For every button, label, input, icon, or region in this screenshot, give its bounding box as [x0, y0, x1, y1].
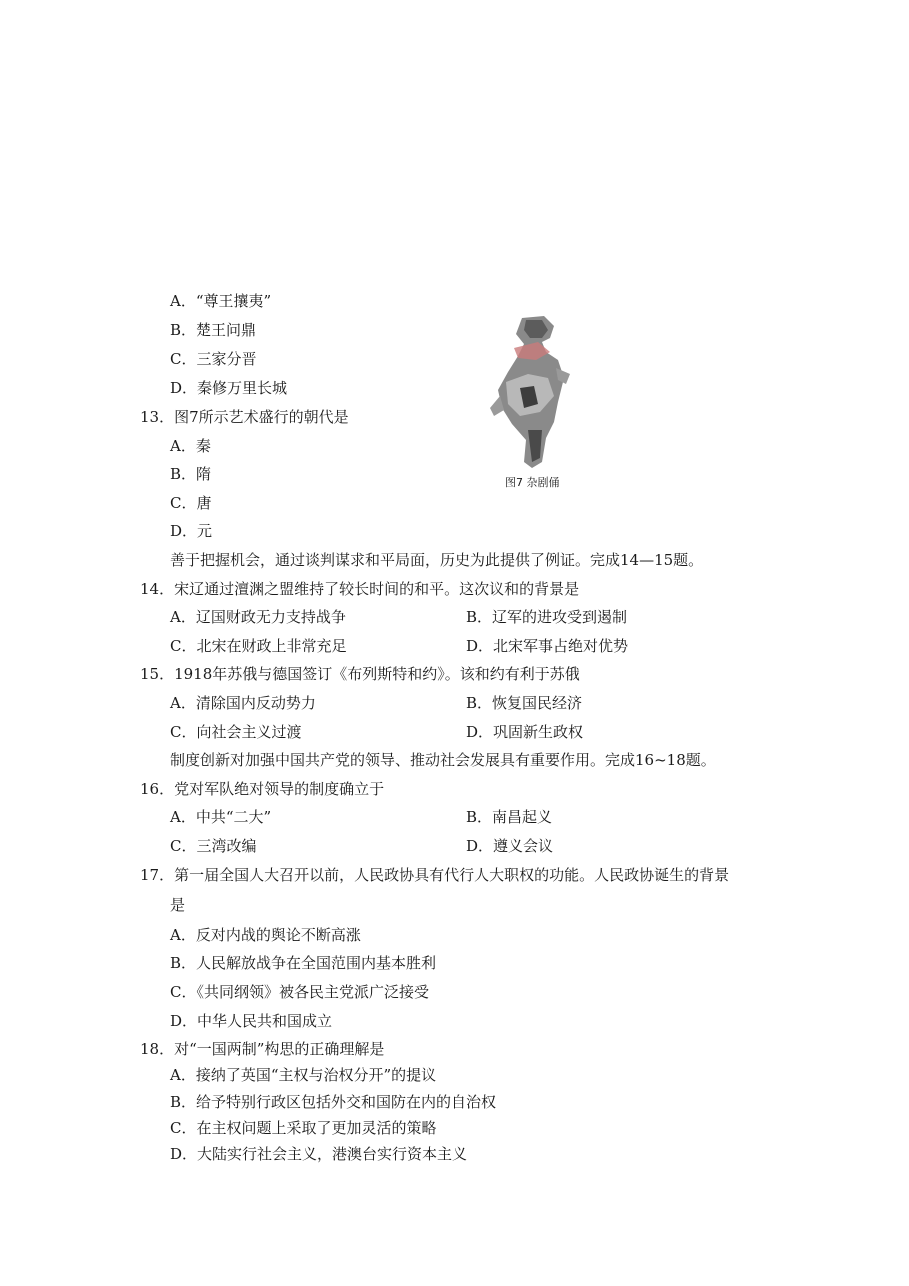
q12-option-d: D．秦修万里长城: [170, 379, 288, 397]
q18-stem: 18．对“一国两制”构思的正确理解是: [140, 1040, 385, 1058]
q13-option-b: B．隋: [170, 465, 212, 483]
q18-option-a: A．接纳了英国“主权与治权分开”的提议: [170, 1066, 437, 1084]
q13-option-a: A．秦: [170, 437, 211, 455]
q16-stem: 16．党对军队绝对领导的制度确立于: [140, 780, 385, 798]
q18-option-c: C．在主权问题上采取了更加灵活的策略: [170, 1119, 437, 1137]
intro-16-18: 制度创新对加强中国共产党的领导、推动社会发展具有重要作用。完成16~18题。: [170, 751, 716, 769]
q17-stem-continued: 是: [170, 896, 186, 914]
q16-option-a: A．中共“二大”: [170, 808, 272, 826]
q18-option-d: D．大陆实行社会主义，港澳台实行资本主义: [170, 1145, 468, 1163]
q18-option-b: B．给予特别行政区包括外交和国防在内的自治权: [170, 1093, 497, 1111]
q17-option-a: A．反对内战的舆论不断高涨: [170, 926, 361, 944]
q12-option-c: C．三家分晋: [170, 350, 257, 368]
intro-14-15: 善于把握机会，通过谈判谋求和平局面，历史为此提供了例证。完成14—15题。: [170, 551, 704, 569]
q17-option-d: D．中华人民共和国成立: [170, 1012, 333, 1030]
q16-option-b: B．南昌起义: [466, 808, 553, 826]
q14-stem: 14．宋辽通过澶渊之盟维持了较长时间的和平。这次议和的背景是: [140, 580, 580, 598]
q14-option-a: A．辽国财政无力支持战争: [170, 608, 346, 626]
q12-option-a: A．“尊王攘夷”: [170, 292, 272, 310]
opera-figurine-image: [484, 312, 584, 472]
q17-option-c: C．《共同纲领》被各民主党派广泛接受: [170, 983, 429, 1001]
q14-option-d: D．北宋军事占绝对优势: [466, 637, 629, 655]
q15-option-a: A．清除国内反动势力: [170, 694, 316, 712]
figure-caption: 图7 杂剧俑: [505, 476, 560, 489]
q12-option-b: B．楚王问鼎: [170, 321, 257, 339]
q17-option-b: B．人民解放战争在全国范围内基本胜利: [170, 954, 437, 972]
q15-option-c: C．向社会主义过渡: [170, 723, 302, 741]
q13-stem: 13．图7所示艺术盛行的朝代是: [140, 408, 349, 426]
q16-option-d: D．遵义会议: [466, 837, 554, 855]
figure-7-opera-figurine: [484, 312, 584, 492]
q17-stem: 17．第一届全国人大召开以前，人民政协具有代行人大职权的功能。人民政协诞生的背景: [140, 866, 730, 884]
q14-option-b: B．辽军的进攻受到遏制: [466, 608, 628, 626]
q15-stem: 15．1918年苏俄与德国签订《布列斯特和约》。该和约有利于苏俄: [140, 665, 580, 683]
q15-option-b: B．恢复国民经济: [466, 694, 583, 712]
q14-option-c: C．北宋在财政上非常充足: [170, 637, 347, 655]
q15-option-d: D．巩固新生政权: [466, 723, 584, 741]
q13-option-d: D．元: [170, 522, 213, 540]
q13-option-c: C．唐: [170, 494, 212, 512]
q16-option-c: C．三湾改编: [170, 837, 257, 855]
